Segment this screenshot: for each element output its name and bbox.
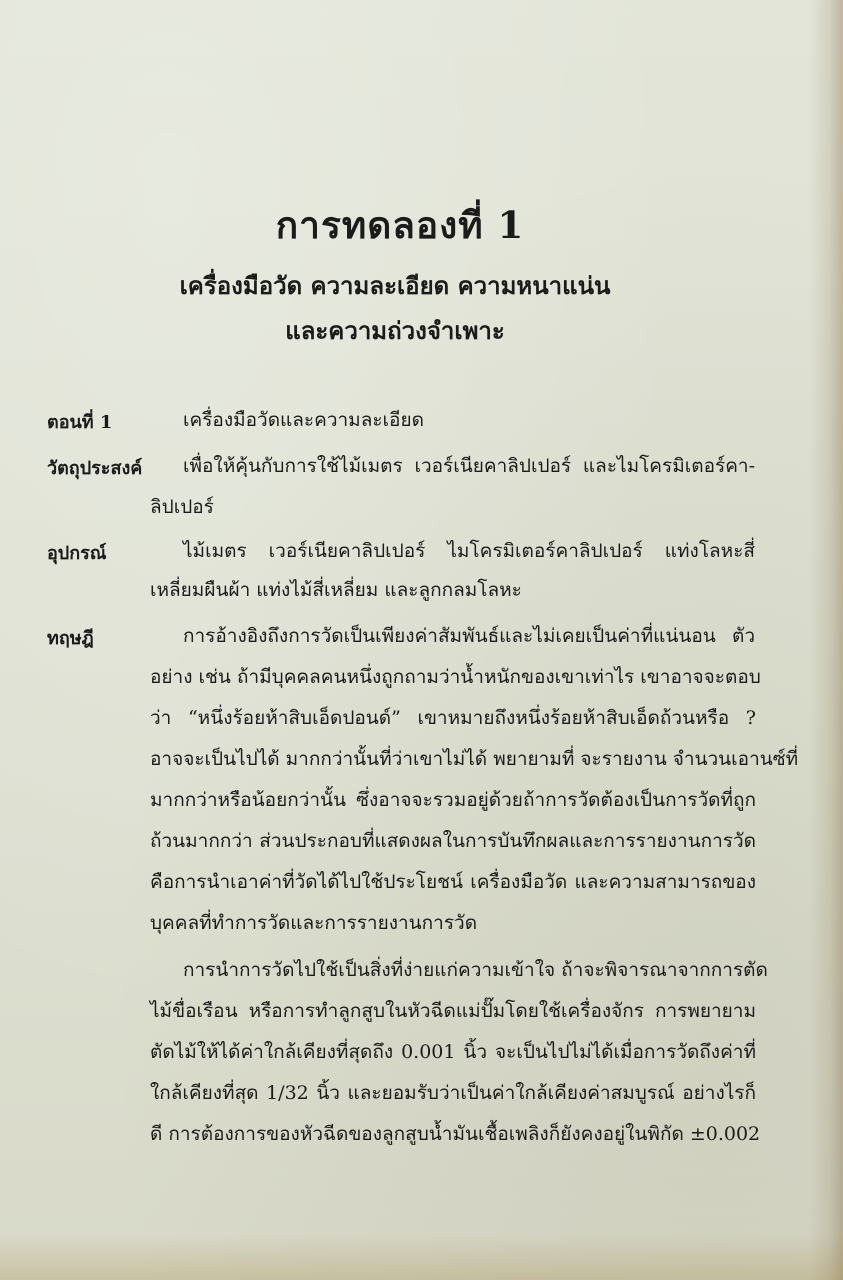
theory-line-5: มากกว่าหรือน้อยกว่านั้น ซึ่งอาจจะรวมอยู่ด้วยถ้าการวัดต้องเป็นการวัดที่ถูก: [150, 789, 756, 811]
equipment-line-1: ไม้เมตร เวอร์เนียคาลิปเปอร์ ไมโครมิเตอร์คาลิปเปอร์ แท่งโลหะสี่: [183, 540, 755, 562]
section-part-text: เครื่องมือวัดและความละเอียด: [183, 409, 424, 431]
theory-line-2: อย่าง เช่น ถ้ามีบุคคลคนหนึ่งถูกถามว่าน้ำหนักของเขาเท่าไร เขาอาจจะตอบ: [150, 666, 761, 688]
theory-line-6: ถ้วนมากกว่า ส่วนประกอบที่แสดงผลในการบันทึกผลและการรายงานการวัด: [150, 830, 756, 852]
section-label-objective: วัตถุประสงค์: [47, 458, 143, 479]
theory-line-8: บุคคลที่ทำการวัดและการรายงานการวัด: [150, 912, 478, 934]
theory-paragraph-2-line-1: การนำการวัดไปใช้เป็นสิ่งที่ง่ายแก่ความเข้าใจ ถ้าจะพิจารณาจากการตัด: [183, 959, 768, 981]
section-label-theory: ทฤษฎี: [47, 628, 94, 649]
section-label-part: ตอนที่ 1: [47, 412, 113, 433]
objective-line-2: ลิปเปอร์: [150, 496, 214, 518]
theory-line-3: ว่า “หนึ่งร้อยห้าสิบเอ็ดปอนด์” เขาหมายถึงหนึ่งร้อยห้าสิบเอ็ดถ้วนหรือ ?: [150, 707, 756, 729]
theory-line-1: การอ้างอิงถึงการวัดเป็นเพียงค่าสัมพันธ์และไม่เคยเป็นค่าที่แน่นอน ตัว: [183, 625, 755, 647]
theory-paragraph-2-line-5: ดี การต้องการของหัวฉีดของลูกสูบน้ำมันเชื้อเพลิงก็ยังคงอยู่ในพิกัด ±0.002: [150, 1123, 761, 1145]
objective-line-1: เพื่อให้คุ้นกับการใช้ไม้เมตร เวอร์เนียคาลิปเปอร์ และไมโครมิเตอร์คา-: [183, 455, 755, 477]
theory-paragraph-2-line-4: ใกล้เคียงที่สุด 1/32 นิ้ว และยอมรับว่าเป็นค่าใกล้เคียงค่าสมบูรณ์ อย่างไรก็: [150, 1082, 756, 1104]
theory-line-4: อาจจะเป็นไปได้ มากกว่านั้นที่ว่าเขาไม่ได้ พยายามที่ จะรายงาน จำนวนเอานซ์ที่: [150, 748, 799, 770]
subtitle-line-1: เครื่องมือวัด ความละเอียด ความหนาแน่น: [179, 271, 611, 300]
page-bottom-stain: [0, 1234, 843, 1280]
equipment-line-2: เหลี่ยมผืนผ้า แท่งไม้สี่เหลี่ยม และลูกกลมโลหะ: [150, 579, 522, 601]
theory-line-7: คือการนำเอาค่าที่วัดได้ไปใช้ประโยชน์ เครื่องมือวัด และความสามารถของ: [150, 871, 756, 893]
section-label-equipment: อุปกรณ์: [47, 543, 107, 564]
theory-paragraph-2-line-2: ไม้ขื่อเรือน หรือการทำลูกสูบในหัวฉีดแม่ปั๊มโดยใช้เครื่องจักร การพยายาม: [150, 1000, 756, 1022]
page-edge-shadow: [809, 0, 843, 1280]
theory-paragraph-2-line-3: ตัดไม้ให้ได้ค่าใกล้เคียงที่สุดถึง 0.001 นิ้ว จะเป็นไปไม่ได้เมื่อการวัดถึงค่าที่: [150, 1041, 756, 1063]
page-title: การทดลองที่ 1: [275, 203, 525, 247]
subtitle-line-2: และความถ่วงจำเพาะ: [285, 316, 505, 345]
